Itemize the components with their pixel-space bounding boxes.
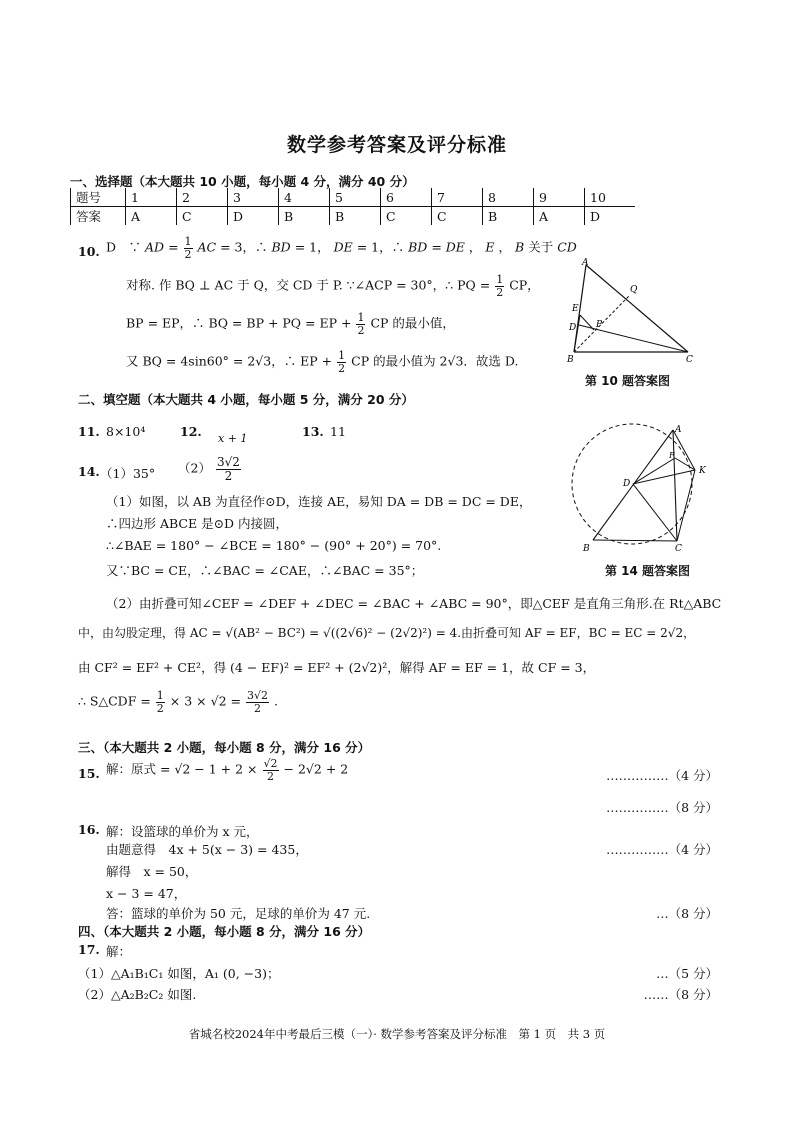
table-cell: 8 bbox=[483, 188, 534, 207]
text: BD bbox=[408, 239, 428, 255]
segment-ep bbox=[580, 315, 594, 330]
text: D ∵ bbox=[106, 239, 142, 255]
fraction bbox=[337, 350, 346, 374]
table-cell: B bbox=[279, 207, 330, 226]
text: 又 BQ = 4sin60° = 2√3，∴ EP + bbox=[126, 353, 333, 369]
answer-table bbox=[70, 188, 635, 225]
fig10-label-d: D bbox=[569, 323, 577, 333]
q17-line-0: 解： bbox=[106, 944, 132, 959]
figure-10-diagram bbox=[560, 255, 710, 370]
text: ∴ S△CDF = bbox=[78, 693, 151, 709]
table-cell: 9 bbox=[534, 188, 585, 207]
text: CP， bbox=[509, 277, 540, 293]
text: = 3，∴ bbox=[220, 239, 268, 255]
numerator: 3√2 bbox=[246, 689, 268, 702]
q10-line-1 bbox=[106, 236, 577, 260]
row-head-answer: 答案 bbox=[71, 207, 126, 226]
figure-14-diagram bbox=[565, 420, 715, 560]
numerator: √2 bbox=[263, 757, 278, 770]
section-1-heading: 一、选择题（本大题共 10 小题，每小题 4 分，满分 40 分） bbox=[70, 174, 415, 189]
denominator: 2 bbox=[156, 701, 164, 715]
q14-line-1: （1）如图，以 AB 为直径作⊙D，连接 AE，易知 DA = DB = DC = DE， bbox=[106, 494, 532, 509]
table-cell: 6 bbox=[381, 188, 432, 207]
q17-number: 17. bbox=[78, 942, 100, 957]
table-cell: A bbox=[534, 207, 585, 226]
denominator: 2 bbox=[496, 285, 504, 299]
q17-line-2: （2）△A₂B₂C₂ 如图. bbox=[78, 987, 197, 1002]
q10-number: 10. bbox=[78, 244, 100, 259]
denominator: 2 bbox=[253, 701, 261, 715]
figure-14-caption: 第 14 题答案图 bbox=[605, 564, 691, 578]
table-cell: C bbox=[432, 207, 483, 226]
q12-answer: x + 1 bbox=[218, 432, 248, 445]
numerator: 1 bbox=[156, 689, 164, 702]
fraction bbox=[184, 236, 193, 260]
text: B bbox=[515, 239, 525, 255]
fig10-label-c: C bbox=[686, 355, 693, 365]
text: CD bbox=[557, 239, 577, 255]
q16-line-2: 由题意得 4x + 5(x − 3) = 435， bbox=[106, 842, 308, 857]
fig10-label-e: E bbox=[572, 304, 579, 314]
q15-score-2: ……………（8 分） bbox=[606, 800, 718, 815]
q16-score-1: ……………（4 分） bbox=[606, 842, 718, 857]
fraction bbox=[246, 690, 269, 714]
text: BP = EP，∴ BQ = BP + PQ = EP + bbox=[126, 315, 352, 331]
q16-number: 16. bbox=[78, 822, 100, 837]
denominator: 2 bbox=[267, 769, 275, 783]
segment-kc bbox=[677, 470, 695, 541]
q15-line-1 bbox=[106, 758, 348, 782]
q14-line-8 bbox=[78, 690, 278, 714]
text: AD bbox=[145, 239, 165, 255]
segment-bc bbox=[593, 540, 677, 541]
text: （2） bbox=[178, 460, 211, 476]
table-cell: C bbox=[177, 207, 228, 226]
table-cell: D bbox=[585, 207, 636, 226]
q14-line-7: 由 CF² = EF² + CE²，得 (4 − EF)² = EF² + (2√2)²，解得 AF = EF = 1，故 CF = 3， bbox=[78, 660, 596, 675]
denominator: 2 bbox=[357, 323, 365, 337]
table-row bbox=[71, 207, 636, 226]
table-cell: B bbox=[330, 207, 381, 226]
table-cell: 4 bbox=[279, 188, 330, 207]
q14-line-6: 中，由勾股定理，得 AC = √(AB² − BC²) = √((2√6)² − (2√2)²) = 4.由折叠可知 AF = EF，BC = EC = 2√2， bbox=[78, 626, 696, 640]
fig10-label-q: Q bbox=[630, 285, 638, 295]
q16-line-3: 解得 x = 50， bbox=[106, 864, 198, 879]
fig14-label-d: D bbox=[623, 479, 631, 489]
segment-df bbox=[633, 458, 675, 484]
q14-line-3: ∴∠BAE = 180° − ∠BCE = 180° − (90° + 20°) = 70°. bbox=[106, 538, 442, 553]
text: = 1，∴ bbox=[356, 239, 405, 255]
section-4-heading: 四、（本大题共 2 小题，每小题 8 分，满分 16 分） bbox=[78, 924, 371, 939]
q17-line-1: （1）△A₁B₁C₁ 如图，A₁ (0, −3)； bbox=[78, 966, 280, 981]
text: DE bbox=[445, 239, 465, 255]
q12-number: 12. bbox=[180, 424, 202, 439]
table-cell: A bbox=[126, 207, 177, 226]
fig14-label-c: C bbox=[675, 544, 682, 554]
text: ， bbox=[468, 239, 482, 255]
q10-line-2 bbox=[126, 274, 540, 298]
text: = bbox=[168, 239, 179, 255]
fraction bbox=[495, 274, 504, 298]
text: ， bbox=[498, 239, 512, 255]
numerator: 1 bbox=[338, 349, 346, 362]
segment-ac bbox=[673, 430, 677, 541]
table-cell: 1 bbox=[126, 188, 177, 207]
fig10-label-b: B bbox=[567, 355, 574, 365]
text: 关于 bbox=[528, 239, 554, 255]
fig10-label-a: A bbox=[582, 258, 589, 268]
q14-number: 14. bbox=[78, 464, 100, 479]
text: . bbox=[273, 693, 278, 709]
q14-line-2: ∴四边形 ABCE 是⊙D 内接圆， bbox=[106, 516, 289, 531]
fraction bbox=[356, 312, 365, 336]
table-cell: 7 bbox=[432, 188, 483, 207]
text: DE bbox=[333, 239, 353, 255]
segment-dc bbox=[633, 484, 677, 541]
figure-10-caption: 第 10 题答案图 bbox=[585, 374, 671, 388]
row-head-number: 题号 bbox=[71, 188, 126, 207]
text: BD bbox=[271, 239, 291, 255]
segment-ak bbox=[673, 430, 695, 470]
table-cell: D bbox=[228, 207, 279, 226]
text: AC bbox=[197, 239, 217, 255]
q13-number: 13. bbox=[302, 424, 324, 439]
q16-line-1: 解：设篮球的单价为 x 元， bbox=[106, 824, 259, 839]
q17-score-1: …（5 分） bbox=[656, 966, 718, 981]
text: CP 的最小值为 2√3．故选 D. bbox=[351, 353, 519, 369]
q14-part-2 bbox=[178, 456, 242, 482]
q11-number: 11. bbox=[78, 424, 100, 439]
denominator: 2 bbox=[224, 468, 233, 483]
q14-line-5: （2）由折叠可知∠CEF = ∠DEF + ∠DEC = ∠BAC + ∠ABC = 90°，即△CEF 是直角三角形.在 Rt△ABC bbox=[106, 596, 722, 611]
numerator: 1 bbox=[496, 273, 504, 286]
fig14-label-f: F bbox=[669, 451, 675, 460]
fig10-label-p: P bbox=[596, 320, 603, 330]
table-row bbox=[71, 188, 636, 207]
table-cell: B bbox=[483, 207, 534, 226]
fraction bbox=[156, 690, 165, 714]
q15-score-1: ……………（4 分） bbox=[606, 768, 718, 783]
section-2-heading: 二、填空题（本大题共 4 小题，每小题 5 分，满分 20 分） bbox=[78, 392, 414, 407]
text: = bbox=[431, 239, 442, 255]
q10-line-3 bbox=[126, 312, 455, 336]
numerator: 3√2 bbox=[216, 455, 240, 469]
fig14-label-b: B bbox=[583, 544, 590, 554]
text: 解：原式 = √2 − 1 + 2 × bbox=[106, 761, 258, 777]
fig14-label-a: A bbox=[675, 425, 682, 435]
numerator: 1 bbox=[184, 235, 192, 248]
q13-answer: 11 bbox=[330, 424, 346, 439]
text: × 3 × √2 = bbox=[169, 693, 241, 709]
section-3-heading: 三、（本大题共 2 小题，每小题 8 分，满分 16 分） bbox=[78, 740, 371, 755]
q11-answer: 8×10⁴ bbox=[106, 424, 146, 439]
text: E bbox=[485, 239, 495, 255]
page-footer: 省城名校2024年中考最后三模（一）· 数学参考答案及评分标准 第 1 页 共 3 页 bbox=[188, 1027, 606, 1041]
table-cell: 5 bbox=[330, 188, 381, 207]
fraction bbox=[216, 456, 241, 482]
circle-d bbox=[572, 424, 692, 544]
page-title: 数学参考答案及评分标准 bbox=[286, 134, 507, 156]
table-cell: 3 bbox=[228, 188, 279, 207]
text: = 1， bbox=[294, 239, 330, 255]
q17-score-2: ……（8 分） bbox=[643, 987, 718, 1002]
denominator: 2 bbox=[184, 247, 192, 261]
segment-ab bbox=[593, 430, 673, 540]
text: − 2√2 + 2 bbox=[283, 761, 349, 777]
q16-line-5: 答：篮球的单价为 50 元，足球的单价为 47 元. bbox=[106, 906, 371, 921]
q10-line-4 bbox=[126, 350, 518, 374]
fraction bbox=[263, 758, 279, 782]
denominator: 2 bbox=[338, 361, 346, 375]
q16-score-2: …（8 分） bbox=[656, 906, 718, 921]
table-cell: 2 bbox=[177, 188, 228, 207]
q14-part-1: （1）35° bbox=[100, 466, 156, 481]
numerator: 1 bbox=[357, 311, 365, 324]
q16-line-4: x − 3 = 47， bbox=[106, 886, 187, 901]
q14-line-4: 又∵BC = CE，∴∠BAC = ∠CAE，∴∠BAC = 35°； bbox=[106, 563, 424, 578]
table-cell: 10 bbox=[585, 188, 636, 207]
fig14-label-k: K bbox=[699, 466, 706, 476]
q15-number: 15. bbox=[78, 766, 100, 781]
table-cell: C bbox=[381, 207, 432, 226]
text: CP 的最小值， bbox=[370, 315, 455, 331]
text: 对称. 作 BQ ⊥ AC 于 Q，交 CD 于 P. ∵∠ACP = 30°，∴ PQ = bbox=[126, 277, 491, 293]
